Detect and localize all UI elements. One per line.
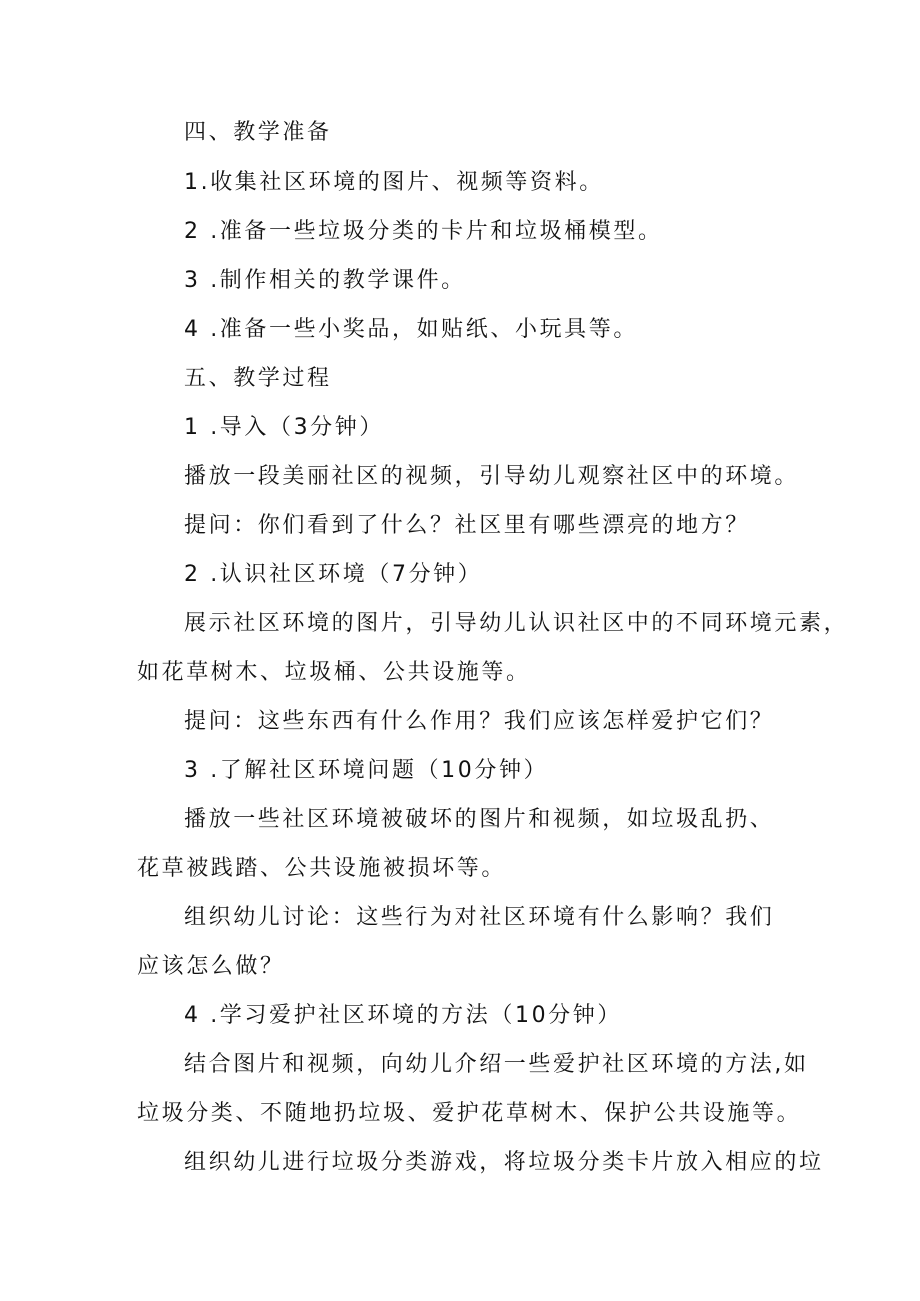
- body-paragraph-line: 组织幼儿讨论：这些行为对社区环境有什么影响？我们: [184, 905, 775, 930]
- body-paragraph-line: 结合图片和视频，向幼儿介绍一些爱护社区环境的方法,如: [184, 1052, 809, 1077]
- step-heading-4: 4 .学习爱护社区环境的方法（10分钟）: [184, 1003, 622, 1028]
- section-heading-teaching-process: 五、教学过程: [184, 366, 332, 391]
- preparation-item-1: 1.收集社区环境的图片、视频等资料。: [184, 170, 604, 195]
- step-heading-3: 3 .了解社区环境问题（10分钟）: [184, 758, 549, 783]
- section-heading-teaching-preparation: 四、教学准备: [184, 120, 332, 145]
- body-paragraph-line: 展示社区环境的图片，引导幼儿认识社区中的不同环境元素，: [184, 611, 849, 636]
- step-heading-1: 1 .导入（3分钟）: [184, 415, 384, 440]
- body-paragraph-line: 播放一段美丽社区的视频，引导幼儿观察社区中的环境。: [184, 464, 800, 489]
- preparation-item-2: 2 .准备一些垃圾分类的卡片和垃圾桶模型。: [184, 219, 663, 244]
- preparation-item-4: 4 .准备一些小奖品，如贴纸、小玩具等。: [184, 317, 638, 342]
- body-paragraph-line: 垃圾分类、不随地扔垃圾、爱护花草树木、保护公共设施等。: [137, 1101, 802, 1126]
- body-paragraph-line: 播放一些社区环境被破坏的图片和视频，如垃圾乱扔、: [184, 807, 775, 832]
- body-paragraph-line: 如花草树木、垃圾桶、公共设施等。: [137, 660, 531, 685]
- question-line: 提问：你们看到了什么？社区里有哪些漂亮的地方？: [184, 513, 750, 538]
- question-line: 提问：这些东西有什么作用？我们应该怎样爱护它们？: [184, 709, 775, 734]
- step-heading-2: 2 .认识社区环境（7分钟）: [184, 562, 483, 587]
- body-paragraph-line: 组织幼儿进行垃圾分类游戏，将垃圾分类卡片放入相应的垃: [184, 1150, 824, 1175]
- body-paragraph-line: 应该怎么做？: [137, 954, 285, 979]
- preparation-item-3: 3 .制作相关的教学课件。: [184, 268, 466, 293]
- body-paragraph-line: 花草被践踏、公共设施被损坏等。: [137, 856, 507, 881]
